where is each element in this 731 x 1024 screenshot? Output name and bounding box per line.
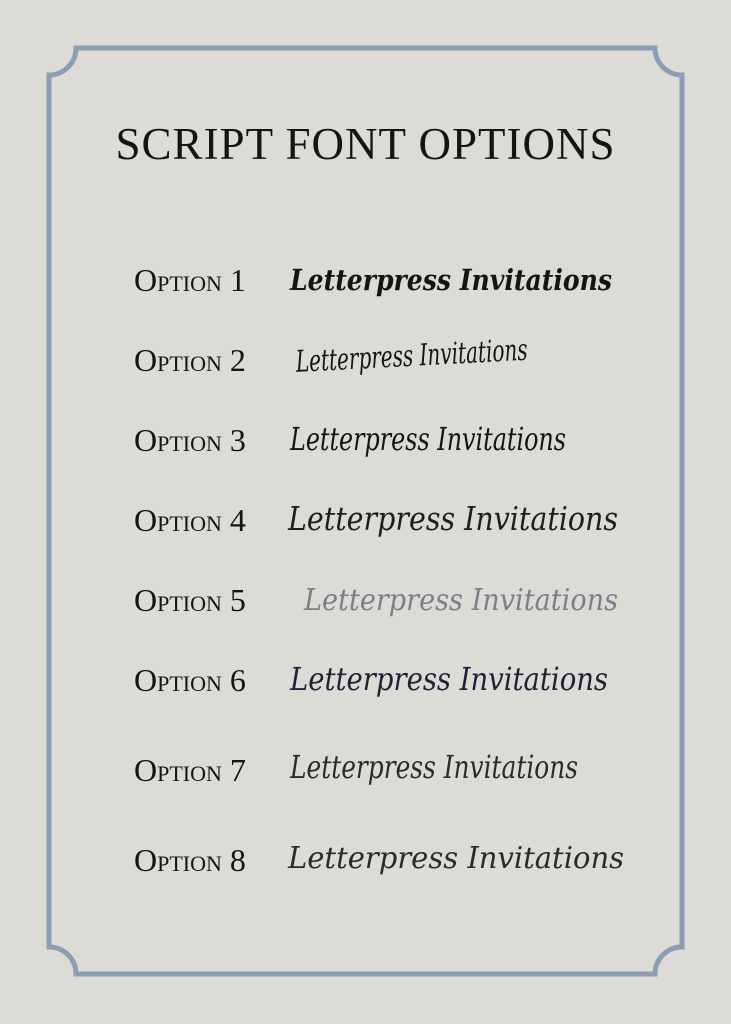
svg-text:Letterpress Invitations: Letterpress Invitations — [287, 841, 624, 876]
font-option-6 — [0, 648, 731, 708]
script-sample-6 — [288, 652, 628, 712]
svg-text:Letterpress Invitations: Letterpress Invitations — [289, 748, 578, 786]
option-label: Option 4 — [134, 502, 246, 538]
font-option-8 — [0, 828, 731, 888]
script-sample-3 — [288, 412, 628, 472]
font-option-2 — [0, 328, 731, 388]
option-label: Option 6 — [134, 662, 246, 698]
option-label: Option 8 — [134, 842, 246, 878]
option-label: Option 3 — [134, 422, 246, 458]
svg-text:Letterpress Invitations: Letterpress Invitations — [289, 420, 566, 458]
page-title: SCRIPT FONT OPTIONS — [115, 119, 616, 169]
font-option-3 — [0, 408, 731, 468]
svg-text:Letterpress Invitations: Letterpress Invitations — [289, 263, 612, 297]
svg-text:Letterpress Invitations: Letterpress Invitations — [303, 583, 618, 618]
font-option-7 — [0, 738, 731, 798]
svg-text:Letterpress Invitations: Letterpress Invitations — [294, 326, 644, 380]
svg-text:Letterpress Invitations: Letterpress Invitations — [289, 660, 608, 698]
script-sample-8 — [288, 832, 628, 892]
svg-text:Letterpress Invitations: Letterpress Invitations — [287, 499, 618, 538]
script-sample-2 — [288, 326, 644, 392]
font-option-1 — [0, 248, 731, 308]
option-label: Option 7 — [134, 752, 246, 788]
script-sample-1 — [288, 252, 628, 312]
script-sample-7 — [288, 742, 628, 802]
font-option-5 — [0, 568, 731, 628]
font-option-4 — [0, 488, 731, 548]
option-label: Option 2 — [134, 342, 246, 378]
option-label: Option 1 — [134, 262, 246, 298]
option-label: Option 5 — [134, 582, 246, 618]
script-sample-5 — [288, 572, 628, 632]
script-sample-4 — [288, 492, 628, 552]
